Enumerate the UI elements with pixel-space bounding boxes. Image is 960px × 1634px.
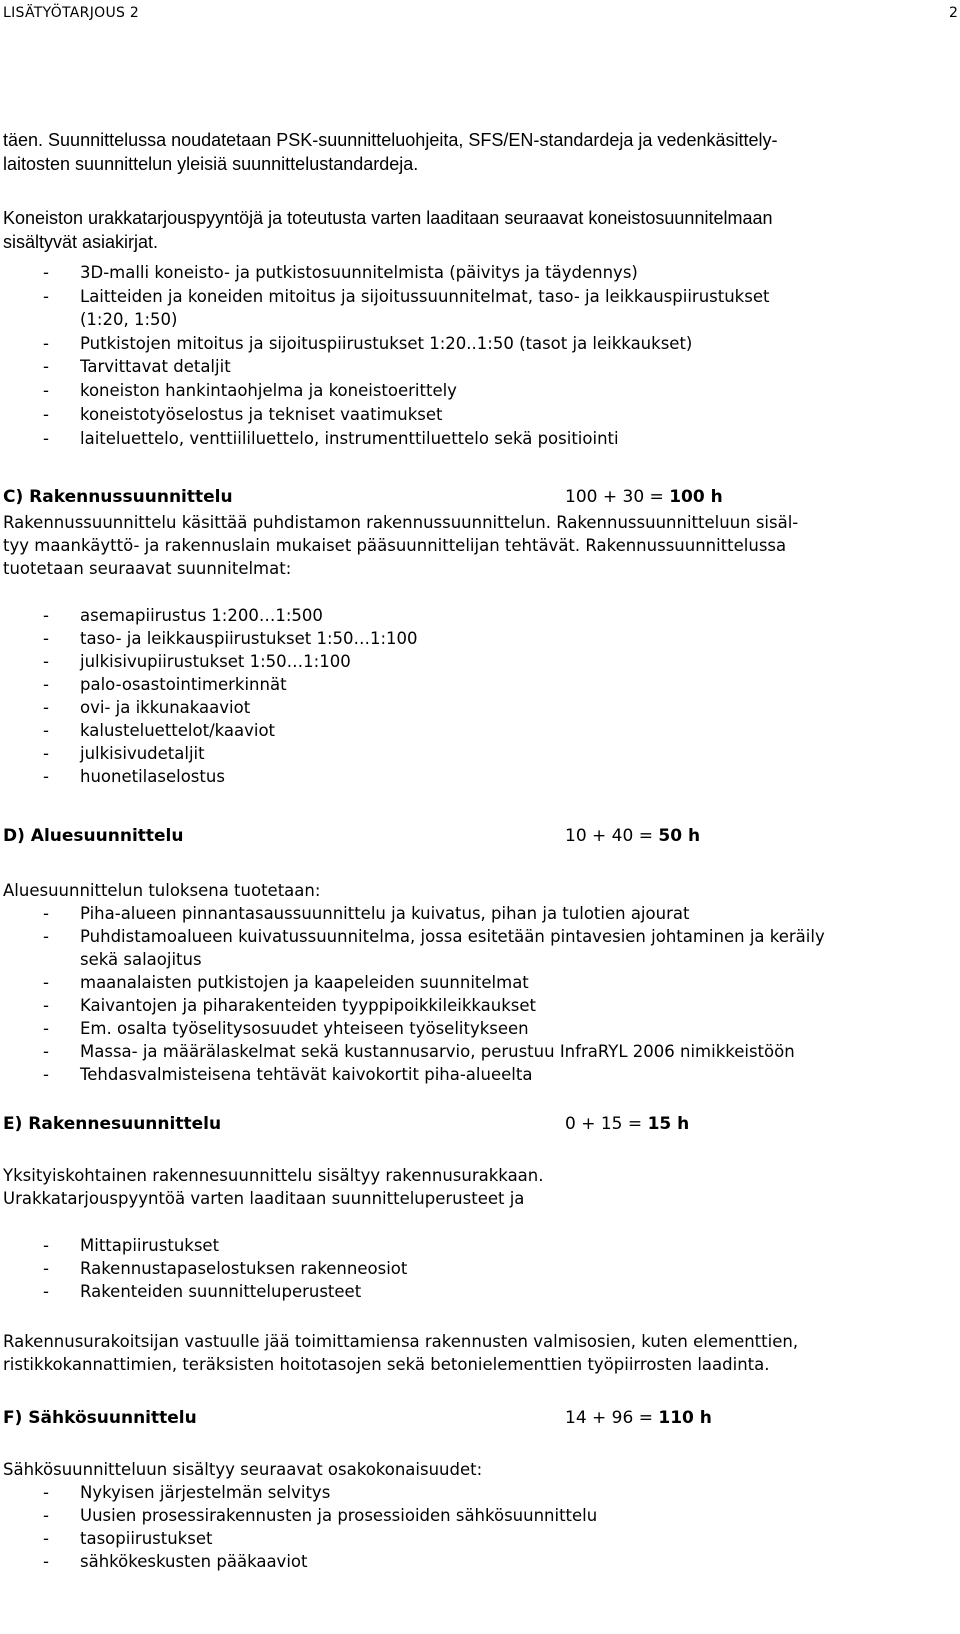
text-line: täen. Suunnittelussa noudatetaan PSK-suunnitteluohjeita, SFS/EN-standardeja ja vedenkäsittely- <box>3 130 778 150</box>
hours-total: 110 h <box>658 1408 712 1428</box>
dash: - <box>43 1065 49 1084</box>
intro-paragraph-1 <box>3 128 933 176</box>
text-line: tyy maankäyttö- ja rakennuslain mukaiset pääsuunnittelijan tehtävät. Rakennussuunnittelussa <box>3 536 787 555</box>
dash: - <box>43 334 49 353</box>
dash: - <box>43 629 49 648</box>
dash: - <box>43 744 49 763</box>
dash: - <box>43 1552 49 1571</box>
dash: - <box>43 927 49 946</box>
dash: - <box>43 1259 49 1278</box>
section-d-hours: 10 + 40 = 50 h <box>565 826 701 846</box>
dash: - <box>43 357 49 376</box>
text-line: laitosten suunnittelun yleisiä suunnittelustandardeja. <box>3 154 419 174</box>
dash: - <box>43 263 49 282</box>
dash: - <box>43 904 49 923</box>
text-line: Aluesuunnittelun tuloksena tuotetaan: <box>3 881 321 900</box>
dash: - <box>43 1529 49 1548</box>
text-line: Sähkösuunnitteluun sisältyy seuraavat osakokonaisuudet: <box>3 1460 483 1479</box>
dash: - <box>43 1506 49 1525</box>
section-e-title: E) Rakennesuunnittelu <box>3 1114 222 1134</box>
dash: - <box>43 405 49 424</box>
section-c-hours: 100 + 30 = 100 h <box>565 487 723 507</box>
text-line: Urakkatarjouspyyntöä varten laaditaan suunnitteluperusteet ja <box>3 1189 525 1208</box>
dash: - <box>43 429 49 448</box>
dash: - <box>43 767 49 786</box>
intro-paragraph-2 <box>3 206 933 254</box>
dash: - <box>43 381 49 400</box>
section-f-hours: 14 + 96 = 110 h <box>565 1408 712 1428</box>
text-line: ristikkokannattimien, teräksisten hoitotasojen sekä betonielementtien työpiirrosten laadinta. <box>3 1355 770 1374</box>
section-d-title: D) Aluesuunnittelu <box>3 826 184 846</box>
dash: - <box>43 973 49 992</box>
dash: - <box>43 287 49 306</box>
hours-total: 15 h <box>647 1114 690 1134</box>
dash: - <box>43 606 49 625</box>
dash: - <box>43 996 49 1015</box>
section-f-title: F) Sähkösuunnittelu <box>3 1408 197 1428</box>
page-header-title: LISÄTYÖTARJOUS 2 <box>3 5 140 21</box>
dash: - <box>43 698 49 717</box>
text-line: Koneiston urakkatarjouspyyntöjä ja toteutusta varten laaditaan seuraavat koneistosuunnitelmaan <box>3 208 773 228</box>
text-line: Rakennussuunnittelu käsittää puhdistamon rakennussuunnittelun. Rakennussuunnitteluun sisäl- <box>3 513 799 532</box>
section-e-hours: 0 + 15 = 15 h <box>565 1114 690 1134</box>
dash: - <box>43 675 49 694</box>
hours-total: 50 h <box>658 826 701 846</box>
text-line: Rakennusurakoitsijan vastuulle jää toimittamiensa rakennusten valmisosien, kuten elementtien, <box>3 1332 799 1351</box>
text-line: Yksityiskohtainen rakennesuunnittelu sisältyy rakennusurakkaan. <box>3 1166 544 1185</box>
page-number: 2 <box>949 5 958 21</box>
hours-total: 100 h <box>669 487 723 507</box>
text-line: tuotetaan seuraavat suunnitelmat: <box>3 559 292 578</box>
dash: - <box>43 1282 49 1301</box>
dash: - <box>43 1019 49 1038</box>
section-c-title: C) Rakennussuunnittelu <box>3 487 233 507</box>
dash: - <box>43 1042 49 1061</box>
dash: - <box>43 721 49 740</box>
dash: - <box>43 652 49 671</box>
dash: - <box>43 1236 49 1255</box>
text-line: sisältyvät asiakirjat. <box>3 232 159 252</box>
dash: - <box>43 1483 49 1502</box>
